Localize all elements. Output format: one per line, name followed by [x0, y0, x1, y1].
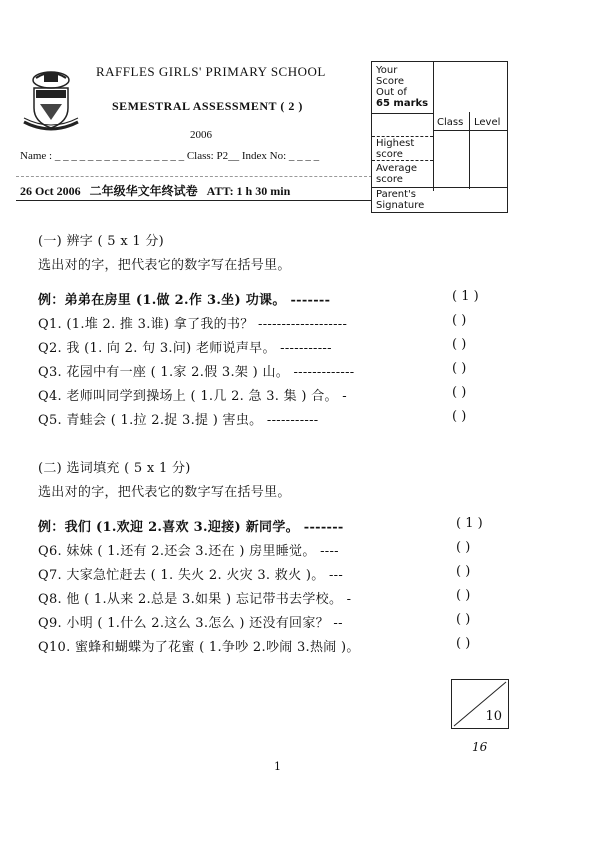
question-5: Q5. 青蛙会 ( 1.拉 2.捉 3.提 ) 害虫。 -----------	[38, 413, 319, 428]
page-number: 1	[274, 760, 281, 773]
answer-blank-2[interactable]: ( )	[452, 337, 467, 352]
answer-blank-6[interactable]: ( )	[456, 540, 471, 555]
class-column-label: Class	[437, 117, 464, 128]
answer-blank-5[interactable]: ( )	[452, 409, 467, 424]
handwritten-score: 16	[472, 740, 488, 754]
highest-score-label: Highest score	[376, 138, 415, 160]
paper-title: 二年级华文年终试卷	[89, 184, 198, 198]
section2-instruction: 选出对的字，把代表它的数字写在括号里。	[38, 485, 291, 500]
average-score-label: Average score	[376, 163, 418, 185]
section-mark-box[interactable]	[451, 679, 509, 729]
answer-blank-3[interactable]: ( )	[452, 361, 467, 376]
student-info-line	[20, 150, 319, 162]
answer-blank-7[interactable]: ( )	[456, 564, 471, 579]
answer-blank-1[interactable]: ( )	[452, 313, 467, 328]
school-crest-icon	[20, 66, 82, 136]
exam-duration: ATT: 1 h 30 min	[206, 184, 291, 198]
question-6: Q6. 妹妹 ( 1.还有 2.还会 3.还在 ) 房里睡觉。 ----	[38, 544, 339, 559]
exam-year: 2006	[190, 129, 212, 141]
question-1: Q1. (1.堆 2. 推 3.谁) 拿了我的书？ -------------------	[38, 317, 348, 332]
question-2: Q2. 我 (1. 向 2. 句 3.问) 老师说声早。 -----------	[38, 341, 332, 356]
paper-info-line	[20, 182, 296, 199]
exam-date: 26 Oct 2006	[20, 184, 81, 198]
answer-blank-4[interactable]: ( )	[452, 385, 467, 400]
section1-example: 例：弟弟在房里 (1.做 2.作 3.坐) 功课。 -------	[38, 293, 331, 308]
parent-signature-label: Parent's Signature	[376, 189, 425, 211]
question-8: Q8. 他 ( 1.从来 2.总是 3.如果 ) 忘记带书去学校。 -	[38, 592, 352, 607]
answer-blank-8[interactable]: ( )	[456, 588, 471, 603]
exam-title: SEMESTRAL ASSESSMENT ( 2 )	[112, 99, 303, 113]
school-name: RAFFLES GIRLS' PRIMARY SCHOOL	[96, 64, 326, 79]
section2-title: (二) 选词填充 ( 5 x 1 分)	[38, 461, 191, 476]
section1-title: (一) 辨字 ( 5 x 1 分)	[38, 234, 165, 249]
index-label: Index No: _ _ _ _	[241, 150, 320, 162]
score-box	[371, 61, 508, 213]
question-9: Q9. 小明 ( 1.什么 2.这么 3.怎么 ) 还没有回家？ --	[38, 616, 343, 631]
total-marks: 10	[485, 709, 502, 724]
question-7: Q7. 大家急忙赶去 ( 1. 失火 2. 火灾 3. 救火 )。 ---	[38, 568, 344, 583]
answer-blank-10[interactable]: ( )	[456, 636, 471, 651]
answer-blank-9[interactable]: ( )	[456, 612, 471, 627]
level-column-label: Level	[474, 117, 501, 128]
section1-instruction: 选出对的字，把代表它的数字写在括号里。	[38, 258, 291, 273]
question-3: Q3. 花园中有一座 ( 1.家 2.假 3.架 ) 山。 -------------	[38, 365, 355, 380]
your-score-label: Your Score Out of 65 marks	[376, 65, 429, 109]
divider	[16, 200, 372, 201]
question-4: Q4. 老师叫同学到操场上 ( 1.几 2. 急 3. 集 ) 合。 -	[38, 389, 347, 404]
name-label: Name : _ _ _ _ _ _ _ _ _ _ _ _ _ _ _ _	[20, 150, 185, 162]
class-label: Class: P2__	[186, 150, 240, 162]
divider	[16, 176, 372, 177]
question-10: Q10. 蜜蜂和蝴蝶为了花蜜 ( 1.争吵 2.吵闹 3.热闹 )。	[38, 640, 360, 655]
section2-example: 例：我们 (1.欢迎 2.喜欢 3.迎接) 新同学。 -------	[38, 520, 344, 535]
section2-example-answer: ( 1 )	[456, 516, 483, 531]
section1-example-answer: ( 1 )	[452, 289, 479, 304]
